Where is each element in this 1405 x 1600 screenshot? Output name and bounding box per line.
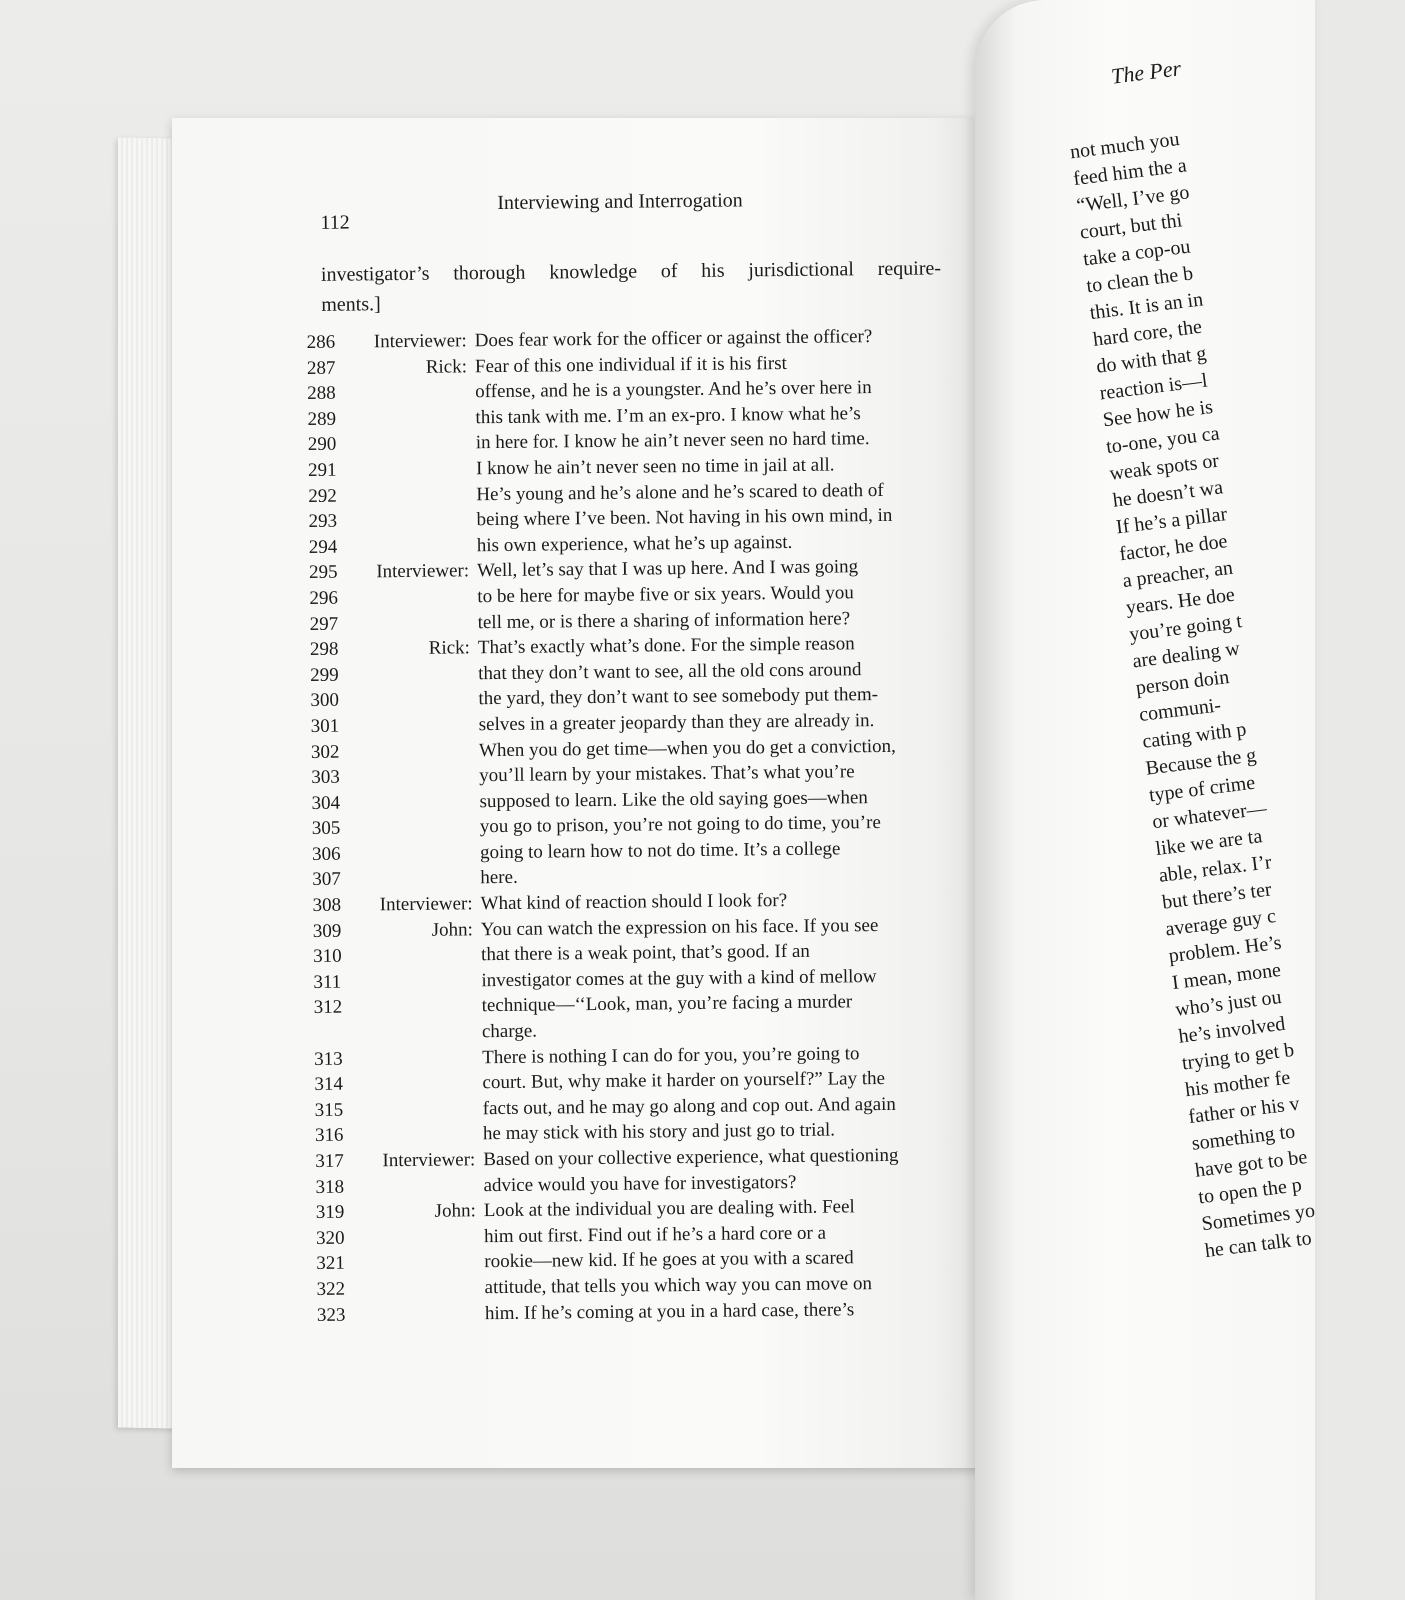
speaker-label xyxy=(352,507,468,508)
line-number: 306 xyxy=(311,843,341,865)
right-page-line: are dealing w xyxy=(1131,637,1241,673)
line-number: 301 xyxy=(310,715,340,737)
speaker-label: Interviewer: xyxy=(382,1149,476,1172)
line-number: 307 xyxy=(312,869,341,891)
right-running-head: The Per xyxy=(1109,55,1183,89)
line-number: 303 xyxy=(311,766,340,789)
speaker-label xyxy=(355,738,471,739)
line-number: 309 xyxy=(312,920,342,942)
line-number: 308 xyxy=(312,894,342,917)
line-text: to be here for maybe five or six years. Would you xyxy=(477,582,854,608)
right-page-line: or whatever— xyxy=(1151,797,1268,834)
speaker-label xyxy=(360,1224,476,1225)
line-text: he may stick with his story and just go to trial. xyxy=(482,1119,836,1145)
line-number: 291 xyxy=(307,459,337,481)
right-page-line: to-one, you ca xyxy=(1104,422,1221,459)
right-page-line: factor, he doe xyxy=(1118,530,1229,566)
line-text: You can watch the expression on his face. If you see xyxy=(480,914,879,940)
speaker-label xyxy=(352,456,468,457)
speaker-label xyxy=(356,815,472,816)
speaker-label xyxy=(357,943,473,944)
line-text: rookie—new kid. If he goes at you with a scared xyxy=(484,1247,854,1273)
intro-line: ments.] xyxy=(321,293,381,316)
line-text: that they don’t want to see, all the old cons around xyxy=(478,658,862,684)
speaker-label xyxy=(355,712,471,713)
speaker-label xyxy=(351,380,467,381)
line-number: 314 xyxy=(314,1073,344,1096)
line-text: him. If he’s coming at you in a hard case, there’s xyxy=(484,1298,855,1324)
right-page-line: Because the g xyxy=(1144,744,1258,780)
speaker-label xyxy=(356,866,472,867)
speaker-label xyxy=(359,1096,475,1097)
line-text: There is nothing I can do for you, you’re going to xyxy=(482,1042,860,1068)
speaker-label xyxy=(358,1070,474,1071)
line-number: 323 xyxy=(316,1304,346,1326)
line-number: 288 xyxy=(307,382,336,405)
right-page-line: something to xyxy=(1190,1120,1297,1155)
line-number: 299 xyxy=(310,664,339,686)
line-number: 287 xyxy=(306,357,336,379)
intro-paragraph xyxy=(321,253,942,319)
line-number: 289 xyxy=(307,408,337,430)
right-page-line: a preacher, an xyxy=(1121,556,1235,593)
right-page-line: this. It is an in xyxy=(1088,288,1205,325)
right-page-line: person doin xyxy=(1134,665,1231,700)
page-number: 112 xyxy=(320,211,350,234)
line-number: 313 xyxy=(314,1048,343,1070)
line-number: 321 xyxy=(316,1253,345,1275)
line-text: him out first. Find out if he’s a hard core or a xyxy=(483,1222,827,1247)
right-page-line: like we are ta xyxy=(1154,825,1264,861)
line-text: tell me, or is there a sharing of information here? xyxy=(477,607,851,633)
right-page-line: average guy c xyxy=(1164,905,1278,941)
right-page-line: communi- xyxy=(1137,694,1223,727)
line-text: Based on your collective experience, what questioning xyxy=(483,1144,899,1171)
line-text: his own experience, what he’s up against. xyxy=(476,531,793,556)
line-text: being where I’ve been. Not having in his own mind, in xyxy=(476,505,893,531)
line-number: 294 xyxy=(308,536,338,558)
line-number: 302 xyxy=(310,741,340,763)
line-text: you’ll learn by your mistakes. That’s what you’re xyxy=(479,761,855,787)
right-page-line: type of crime xyxy=(1147,771,1257,807)
line-text: offense, and he is a youngster. And he’s over here in xyxy=(475,377,872,403)
line-number: 290 xyxy=(307,434,337,456)
line-number: 298 xyxy=(309,638,339,661)
speaker-label: Interviewer: xyxy=(376,560,470,583)
line-text: facts out, and he may go along and cop out. And again xyxy=(482,1093,896,1120)
speaker-label xyxy=(358,1019,474,1020)
line-text: court. But, why make it harder on yourself?” Lay the xyxy=(482,1068,886,1094)
line-text: selves in a greater jeopardy than they are already in. xyxy=(478,709,875,736)
speaker-label: Interviewer: xyxy=(373,330,467,353)
right-page-line: able, relax. I’r xyxy=(1157,851,1273,887)
line-text: you go to prison, you’re not going to do time, you’re xyxy=(479,812,881,838)
line-number: 316 xyxy=(314,1125,344,1147)
right-page-line: he doesn’t wa xyxy=(1111,476,1225,512)
line-text: I know he ain’t never seen no time in jail at all. xyxy=(475,454,835,480)
right-page-line: weak spots or xyxy=(1108,449,1221,485)
line-text: going to learn how to not do time. It’s a college xyxy=(479,838,841,864)
right-page-line: not much you xyxy=(1068,128,1181,164)
line-number: 320 xyxy=(315,1227,345,1249)
right-page-line: hard core, the xyxy=(1091,315,1204,351)
line-number: 286 xyxy=(306,331,336,353)
line-text: investigator comes at the guy with a kind of mellow xyxy=(481,965,877,992)
right-page-line: but there’s ter xyxy=(1160,878,1273,914)
right-page-line: If he’s a pillar xyxy=(1114,503,1229,539)
right-page-line: feed him the a xyxy=(1072,154,1188,191)
line-number: 296 xyxy=(309,587,338,609)
speaker-label xyxy=(352,431,468,432)
line-number: 310 xyxy=(313,945,342,968)
line-text: Fear of this one individual if it is his first xyxy=(474,352,787,377)
speaker-label xyxy=(360,1275,476,1276)
line-number: 319 xyxy=(315,1201,345,1224)
speaker-label xyxy=(355,763,471,764)
right-page-line: trying to get b xyxy=(1180,1038,1296,1075)
speaker-label: John: xyxy=(434,1200,476,1222)
right-page-line: do with that g xyxy=(1095,342,1208,378)
speaker-label xyxy=(358,994,474,995)
right-page-line: you’re going t xyxy=(1128,610,1244,646)
line-number: 297 xyxy=(309,613,339,635)
speaker-label xyxy=(355,789,471,790)
speaker-label xyxy=(354,661,470,662)
speaker-label xyxy=(356,840,472,841)
right-page-line: to open the p xyxy=(1197,1173,1303,1209)
transcript-lines xyxy=(307,323,957,1328)
right-page-line: Sometimes yo xyxy=(1200,1199,1317,1236)
line-number: 322 xyxy=(316,1278,346,1300)
speaker-label xyxy=(358,1045,474,1046)
speaker-label: John: xyxy=(431,918,473,941)
right-page-line: take a cop-ou xyxy=(1081,235,1192,271)
line-text: That’s exactly what’s done. For the simple reason xyxy=(477,633,855,659)
line-text: technique—‘‘Look, man, you’re facing a murder xyxy=(481,991,853,1017)
speaker-label: Rick: xyxy=(428,637,471,659)
line-number: 295 xyxy=(309,562,338,584)
right-page-line: his mother fe xyxy=(1183,1066,1292,1102)
speaker-label xyxy=(359,1173,475,1174)
right-page-line: years. He doe xyxy=(1124,583,1236,619)
right-page-line: court, but thi xyxy=(1078,209,1184,244)
right-page-line: who’s just ou xyxy=(1174,986,1283,1021)
line-text: Well, let’s say that I was up here. And I was going xyxy=(476,556,859,582)
right-page-line: problem. He’s xyxy=(1167,931,1283,968)
line-number: 311 xyxy=(313,971,342,993)
line-text: Does fear work for the officer or against the officer? xyxy=(474,326,873,352)
line-number: 300 xyxy=(310,689,340,712)
running-head: Interviewing and Interrogation xyxy=(497,189,743,214)
speaker-label: Interviewer: xyxy=(379,893,473,916)
line-text: charge. xyxy=(481,1020,538,1043)
line-text: Look at the individual you are dealing with. Feel xyxy=(483,1196,855,1222)
line-text: the yard, they don’t want to see somebody put them- xyxy=(478,684,879,710)
right-page-line: father or his v xyxy=(1187,1092,1301,1129)
speaker-label xyxy=(353,533,469,534)
line-number xyxy=(314,1020,362,1021)
right-page-line: “Well, I’ve go xyxy=(1075,181,1191,217)
line-number: 292 xyxy=(308,485,337,507)
line-text: this tank with me. I’m an ex-pro. I know what he’s xyxy=(475,402,861,429)
line-number: 318 xyxy=(315,1176,345,1198)
right-page-line: he’s involved xyxy=(1177,1012,1287,1048)
intro-line: investigator’s thorough knowledge of his jurisdictional require- xyxy=(320,257,942,286)
line-text: He’s young and he’s alone and he’s scared to death of xyxy=(476,479,884,505)
right-page-line: I mean, mone xyxy=(1170,958,1283,995)
line-number: 304 xyxy=(311,792,341,814)
right-page-line: to clean the b xyxy=(1085,262,1195,298)
line-text: in here for. I know he ain’t never seen no hard time. xyxy=(475,428,870,454)
speaker-label xyxy=(352,482,468,483)
line-number: 293 xyxy=(308,510,338,533)
line-number: 305 xyxy=(311,817,341,840)
line-text: When you do get time—when you do get a conviction, xyxy=(478,735,896,761)
line-text: supposed to learn. Like the old saying goes—when xyxy=(479,786,868,812)
line-number: 315 xyxy=(314,1099,344,1121)
line-text: here. xyxy=(480,867,518,889)
line-number: 312 xyxy=(313,997,343,1019)
line-text: attitude, that tells you which way you can move on xyxy=(484,1273,873,1299)
right-page-line: See how he is xyxy=(1101,395,1215,432)
line-text: What kind of reaction should I look for? xyxy=(480,890,788,915)
speaker-label xyxy=(361,1301,477,1302)
speaker-label xyxy=(351,405,467,406)
speaker-label xyxy=(354,687,470,688)
speaker-label xyxy=(354,610,470,611)
right-page-line: have got to be xyxy=(1193,1146,1309,1182)
page-stack-edges xyxy=(118,137,178,1428)
right-page-line: cating with p xyxy=(1141,718,1248,753)
speaker-label xyxy=(357,968,473,969)
line-text: that there is a weak point, that’s good. If an xyxy=(481,941,810,966)
line-text: advice would you have for investigators? xyxy=(483,1171,797,1196)
speaker-label: Rick: xyxy=(425,355,468,378)
speaker-label xyxy=(360,1250,476,1251)
line-number: 317 xyxy=(315,1150,344,1172)
speaker-label xyxy=(359,1122,475,1123)
right-page-line: he can talk to xyxy=(1203,1227,1313,1263)
right-page-line: reaction is—l xyxy=(1098,369,1209,405)
speaker-label xyxy=(353,584,469,585)
